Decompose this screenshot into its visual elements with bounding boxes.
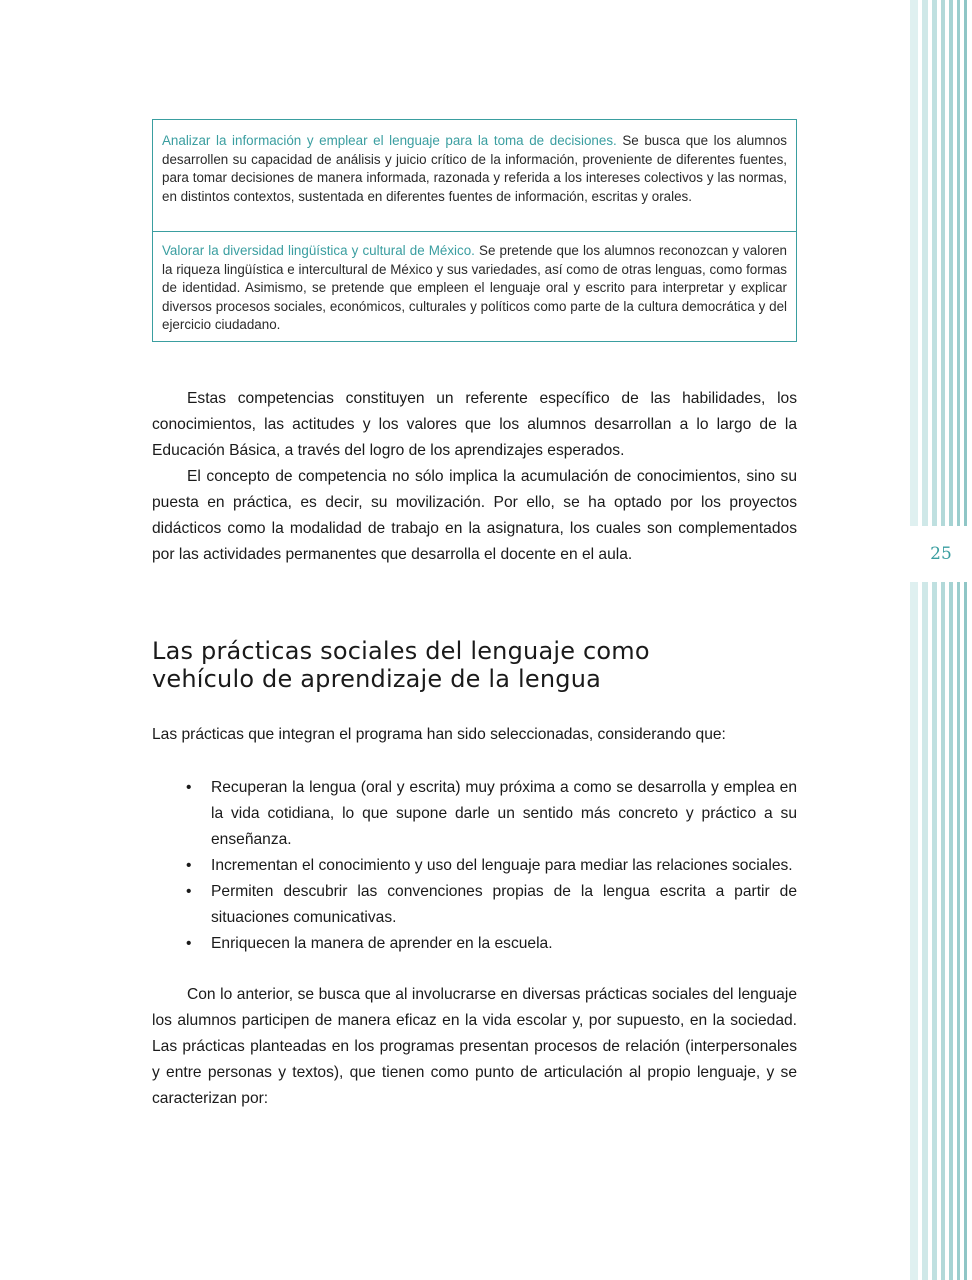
callout-item-title: Analizar la información y emplear el lenguaje para la toma de decisiones.: [162, 133, 617, 148]
section-heading-line: Las prácticas sociales del lenguaje como: [152, 637, 650, 665]
margin-stripe: [964, 0, 967, 1280]
body-paragraph: Con lo anterior, se busca que al involucrarse en diversas prácticas sociales del lenguaje los alumnos participen de manera eficaz en la vida escolar y, por supuesto, en la sociedad. Las prácticas planteadas en los programas presentan procesos de relación (interpersonales y entre personas y textos), que tienen como punto de articulación al propio lenguaje, y se caracterizan por:: [152, 986, 797, 1107]
callout-item-text: Se busca que los alumnos desarrollen su capacidad de análisis y juicio crítico de la información, proveniente de diferentes fuentes, para tomar decisiones de manera informada, razonada y referida a los intereses colectivos y las normas, en distintos contextos, sustentada en diferentes fuentes de información, escritas y orales.: [162, 133, 787, 204]
list-item-text: Permiten descubrir las convenciones propias de la lengua escrita a partir de situaciones comunicativas.: [211, 883, 797, 926]
body-paragraph: Estas competencias constituyen un referente específico de las habilidades, los conocimientos, las actitudes y los valores que los alumnos desarrollan a lo largo de la Educación Básica, a través del logro de los aprendizajes esperados.: [152, 390, 797, 459]
callout-item-title: Valorar la diversidad lingüística y cultural de México.: [162, 243, 475, 258]
margin-stripe: [957, 0, 960, 1280]
bullet-icon: •: [186, 935, 192, 952]
margin-stripe: [910, 0, 918, 1280]
section-heading-line: vehículo de aprendizaje de la lengua: [152, 665, 602, 693]
intro-paragraphs: [152, 386, 797, 568]
callout-item-text: Se pretende que los alumnos reconozcan y valoren la riqueza lingüística e intercultural de México y sus variedades, así como de otras lenguas, como formas de identidad. Asimismo, se pretende que empleen el lenguaje oral y escrito para interpretar y explicar diversos procesos sociales, económicos, culturales y políticos como parte de la cultura democrática y del ejercicio ciudadano.: [162, 243, 787, 332]
callout-divider: [153, 231, 796, 232]
section-heading: [152, 637, 797, 693]
margin-stripe: [932, 0, 937, 1280]
closing-paragraphs: [152, 982, 797, 1112]
list-item-text: Enriquecen la manera de aprender en la escuela.: [211, 935, 553, 952]
callout-item: [162, 132, 787, 206]
page-number-band: [910, 526, 972, 582]
page-number: 25: [930, 544, 952, 564]
margin-stripe: [941, 0, 945, 1280]
callout-item: [162, 242, 787, 335]
margin-stripe: [922, 0, 928, 1280]
margin-stripe: [949, 0, 953, 1280]
list-item: [186, 879, 797, 931]
list-item: [186, 931, 797, 957]
competencies-callout-box: [152, 119, 797, 342]
list-item-text: Recuperan la lengua (oral y escrita) muy próxima a como se desarrolla y emplea en la vida cotidiana, lo que supone darle un sentido más concreto y práctico a su enseñanza.: [211, 779, 797, 848]
list-item: [186, 853, 797, 879]
section-lead: Las prácticas que integran el programa han sido seleccionadas, considerando que:: [152, 726, 726, 743]
decorative-margin-stripes: [910, 0, 972, 1280]
list-item-text: Incrementan el conocimiento y uso del lenguaje para mediar las relaciones sociales.: [211, 857, 793, 874]
bullet-icon: •: [186, 779, 192, 796]
practices-bullet-list: [186, 775, 797, 957]
bullet-icon: •: [186, 883, 192, 900]
list-item: [186, 775, 797, 853]
bullet-icon: •: [186, 857, 192, 874]
body-paragraph: El concepto de competencia no sólo implica la acumulación de conocimientos, sino su puesta en práctica, es decir, su movilización. Por ello, se ha optado por los proyectos didácticos como la modalidad de trabajo en la asignatura, los cuales son complementados por las actividades permanentes que desarrolla el docente en el aula.: [152, 468, 797, 563]
